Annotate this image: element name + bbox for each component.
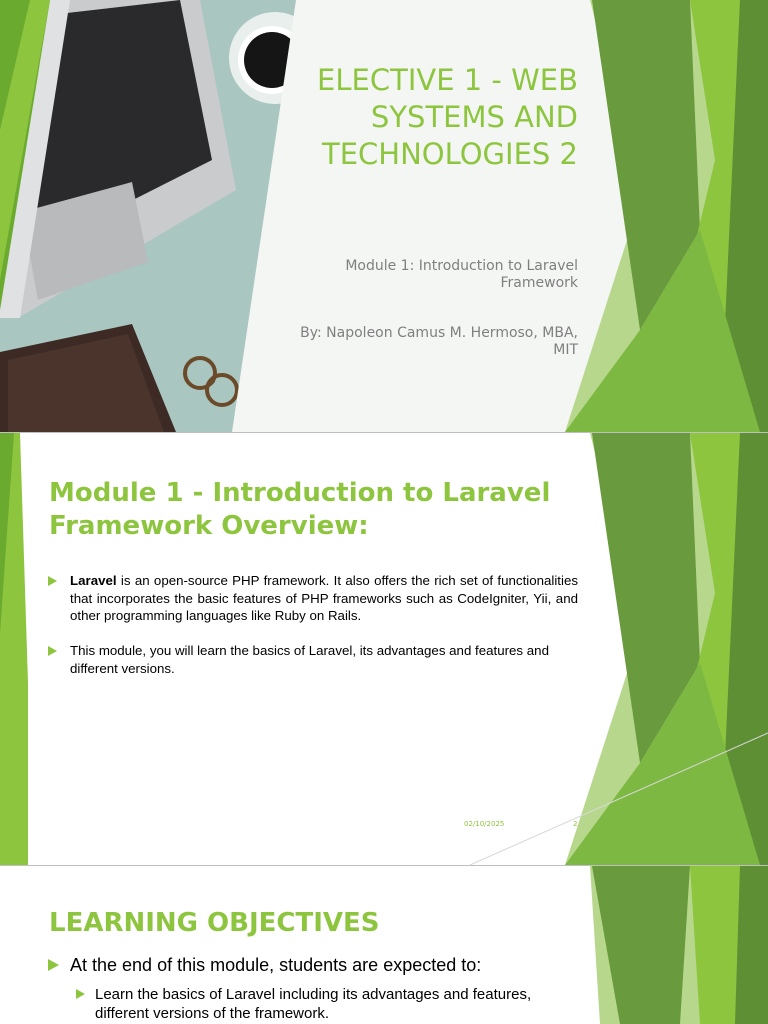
slide-1-subtitle: Module 1: Introduction to Laravel Framework	[345, 258, 578, 291]
bullet-text: Learn the basics of Laravel including its advantages and features, different versions of the framework.	[95, 986, 532, 1023]
bullet-arrow-icon	[48, 646, 57, 656]
slide-3-bullet-1	[48, 954, 578, 977]
slide-page-number: 2	[573, 820, 578, 828]
slide-1-title: ELECTIVE 1 - WEB SYSTEMS AND TECHNOLOGIES 2	[317, 63, 578, 171]
slide-3-title: LEARNING OBJECTIVES	[49, 908, 380, 938]
bullet-arrow-icon	[48, 959, 59, 971]
bullet-arrow-icon	[76, 989, 85, 999]
slide-2-bullet-1	[48, 572, 578, 625]
slide-date: 02/10/2025	[464, 820, 505, 828]
slide-1-author: By: Napoleon Camus M. Hermoso, MBA, MIT	[300, 325, 578, 358]
slide-1[interactable]	[0, 0, 768, 432]
slide-2-bullet-2	[48, 642, 578, 677]
bullet-bold-term: Laravel	[70, 573, 117, 588]
bullet-text: This module, you will learn the basics of Laravel, its advantages and features and different versions.	[70, 643, 549, 676]
bullet-arrow-icon	[48, 576, 57, 586]
bullet-text: is an open-source PHP framework. It also offers the rich set of functionalities that incorporates the basic features of PHP frameworks such as CodeIgniter, Yii, and other programming languages like Ruby on Rails.	[70, 573, 578, 624]
slide-3-sub-bullet-1	[76, 985, 578, 1023]
bullet-text: At the end of this module, students are expected to:	[70, 955, 482, 975]
slide-2-title: Module 1 - Introduction to Laravel Framework Overview:	[49, 478, 551, 542]
